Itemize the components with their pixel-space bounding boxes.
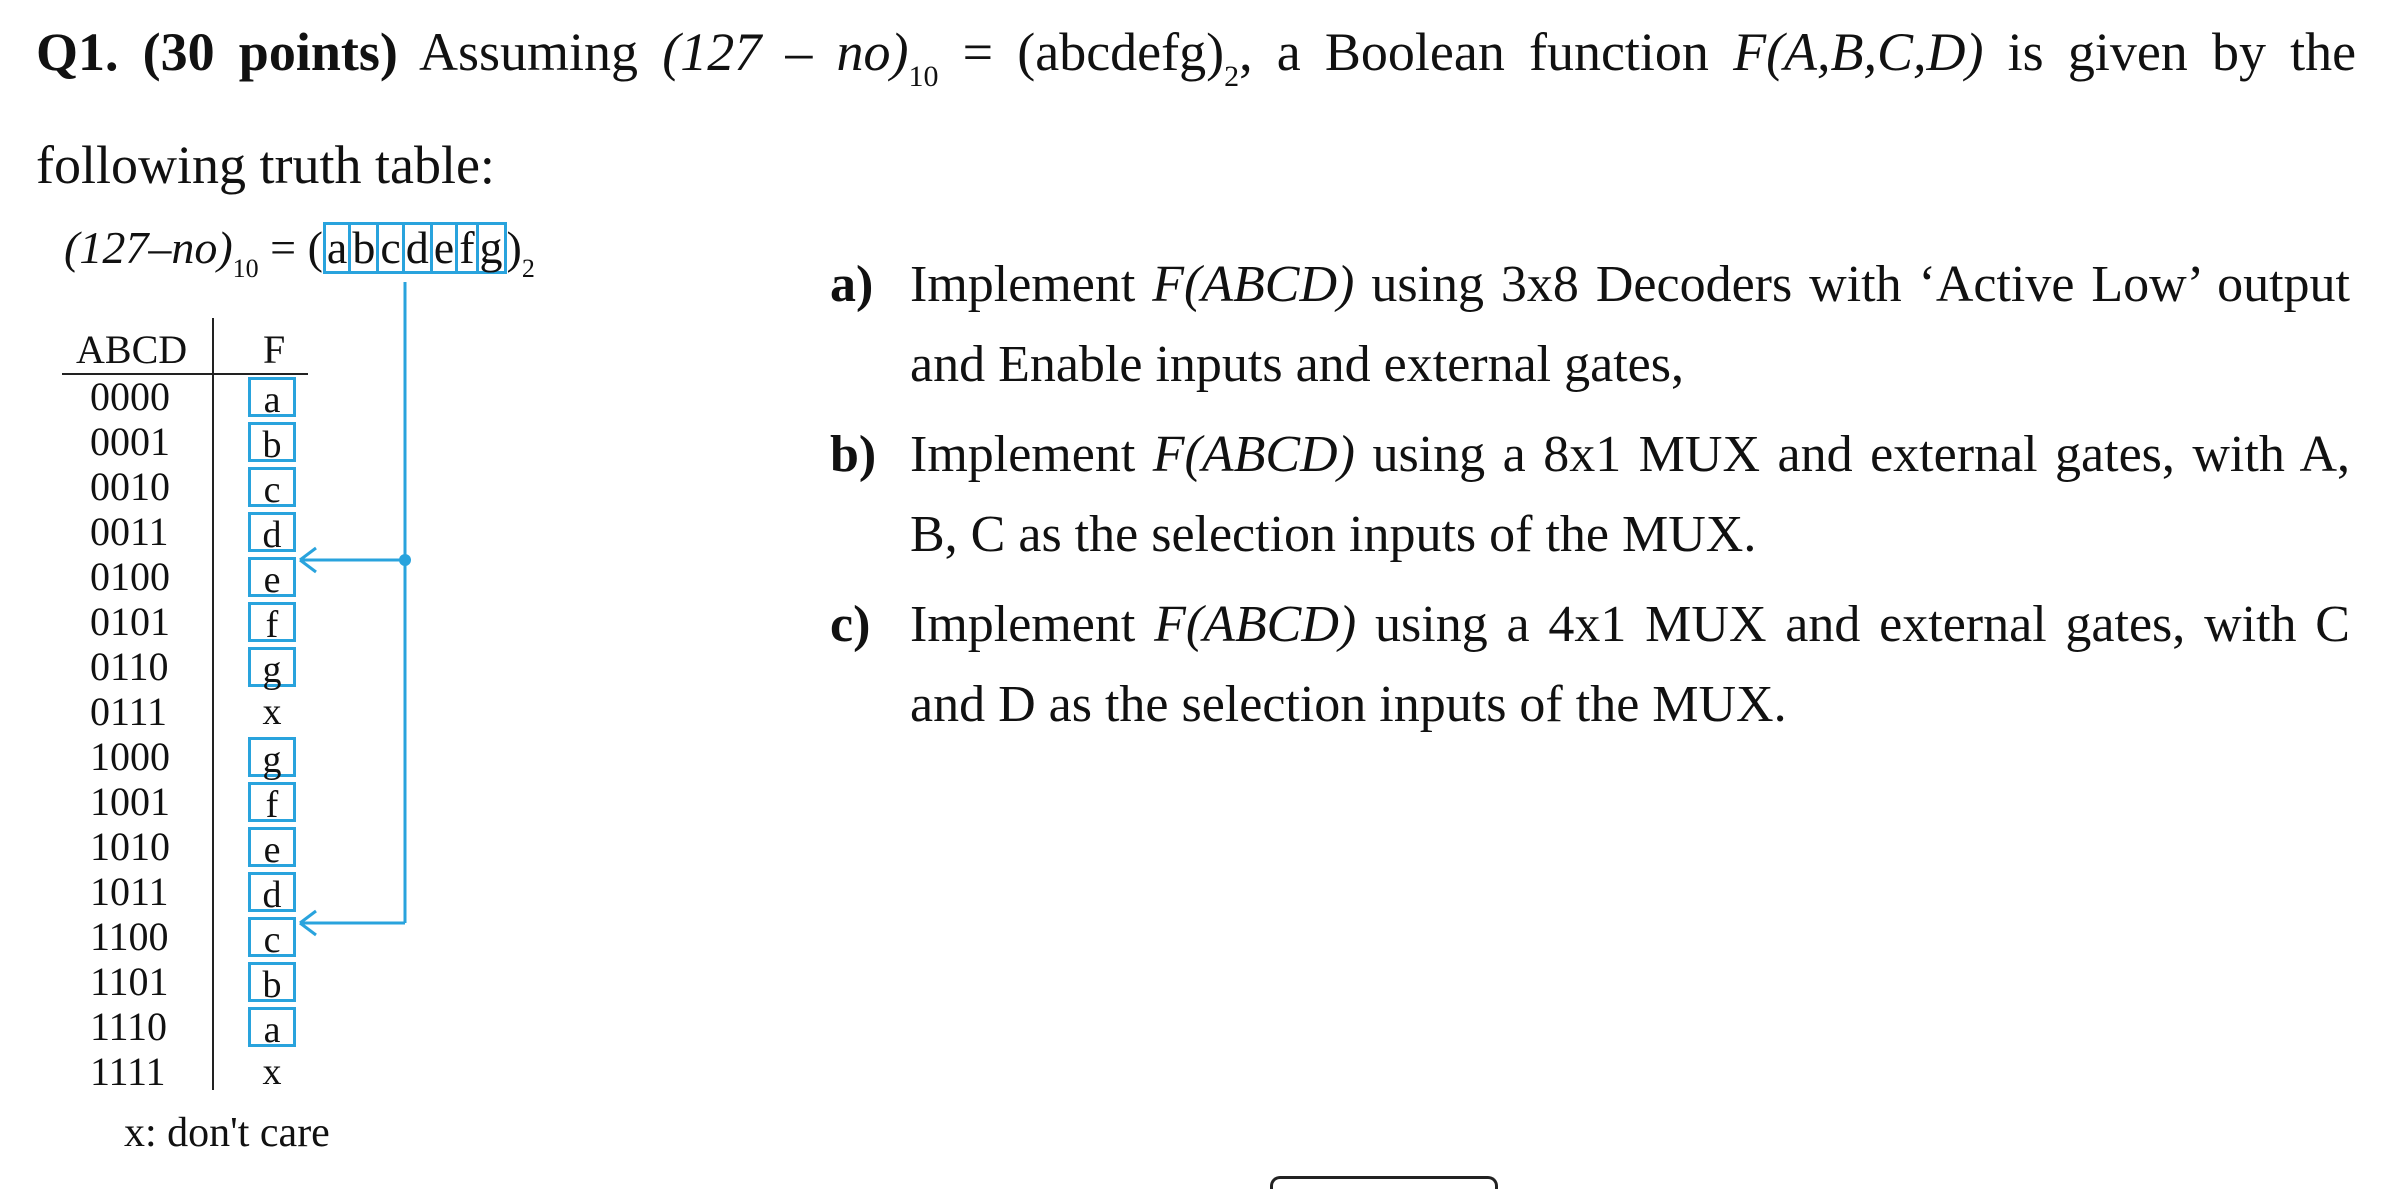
row-code-1101: 1101 [90,959,169,1004]
row-value-1111: x [262,1051,282,1093]
question-parts [830,245,2350,745]
row-value-0000: a [248,377,296,417]
arrowhead-0100-bottom [300,560,316,572]
question-intro: Assuming [419,22,639,82]
truth-table-figure [0,0,800,1182]
symmetry-arrows [300,282,411,935]
arrowhead-1011-bottom [300,923,316,935]
part-b-verb: Implement [910,426,1136,483]
part-b-function: F(ABCD) [1152,426,1355,483]
row-value-0111: x [262,691,282,733]
row-value-1100: c [248,917,296,957]
column-header-f: F [263,327,286,372]
row-value-1001: f [248,782,296,822]
question-middle: , a Boolean function [1239,22,1709,82]
part-a [830,245,2350,405]
expr-equals: = [962,22,994,82]
figure-bits: (a b c d e f g) [307,222,522,273]
title-bit-d: d [405,222,433,274]
part-a-verb: Implement [910,256,1136,313]
row-code-1001: 1001 [90,779,170,824]
part-b-label: b) [830,426,877,483]
figure-base-10: 10 [232,254,259,283]
row-value-1010: e [248,827,296,867]
part-c-text: using a 4x1 MUX and external gates, with C and D as the selection inputs of the MUX. [910,596,2350,733]
row-code-1010: 1010 [90,824,170,869]
figure-equals: = [270,222,297,273]
expr-bits: (abcdefg) [1017,22,1225,82]
expr-base-2: 2 [1224,60,1240,93]
part-c [830,585,2350,745]
part-c-verb: Implement [910,596,1136,653]
row-code-0000: 0000 [90,374,170,419]
part-b [830,415,2350,575]
title-bit-b: b [351,222,379,274]
row-code-1111: 1111 [90,1049,166,1094]
arrowhead-1011-top [300,911,316,923]
row-value-1000: g [248,737,296,777]
row-code-0101: 0101 [90,599,170,644]
row-value-0100: e [248,557,296,597]
truth-table-lines [0,0,800,1182]
part-c-function: F(ABCD) [1154,596,1357,653]
row-code-1100: 1100 [90,914,169,959]
function-signature: F(A,B,C,D) [1733,22,1984,82]
row-value-0011: d [248,512,296,552]
title-bit-c: c [379,222,404,274]
row-code-0100: 0100 [90,554,170,599]
row-code-0011: 0011 [90,509,169,554]
part-a-label: a) [830,256,874,313]
expr-127-no: (127 – no) [662,22,909,82]
expr-base-10: 10 [908,60,939,93]
title-bit-f: f [458,222,478,274]
page-scroll-tab [1270,1176,1498,1189]
title-bit-a: a [323,222,351,274]
title-bit-e: e [433,222,458,274]
part-c-label: c) [830,596,871,653]
figure-base-2: 2 [521,254,535,283]
row-code-1011: 1011 [90,869,169,914]
question-number: Q1. [36,22,119,82]
junction-dot [399,554,411,566]
row-value-0010: c [248,467,296,507]
row-code-0010: 0010 [90,464,170,509]
figure-expr: (127–no) [64,222,233,273]
row-value-0101: f [248,602,296,642]
row-code-1000: 1000 [90,734,170,779]
row-code-0111: 0111 [90,689,168,734]
row-code-0001: 0001 [90,419,170,464]
row-code-1110: 1110 [90,1004,168,1049]
arrowhead-0100-top [300,548,316,560]
question-points: (30 points) [142,22,398,82]
row-value-0110: g [248,647,296,687]
row-value-1101: b [248,962,296,1002]
row-value-0001: b [248,422,296,462]
part-b-text: using a 8x1 MUX and external gates, with A, B, C as the selection inputs of the MUX. [910,426,2350,563]
part-a-function: F(ABCD) [1152,256,1355,313]
question-tail: is given by the following truth table: [36,22,2357,195]
row-code-0110: 0110 [90,644,169,689]
dont-care-legend: x: don't care [124,1110,330,1156]
row-value-1011: d [248,872,296,912]
part-a-text: using 3x8 Decoders with ‘Active Low’ output and Enable inputs and external gates, [910,256,2350,393]
title-bit-g: g [479,222,507,274]
row-value-1110: a [248,1007,296,1047]
column-header-abcd: ABCD [76,327,188,372]
